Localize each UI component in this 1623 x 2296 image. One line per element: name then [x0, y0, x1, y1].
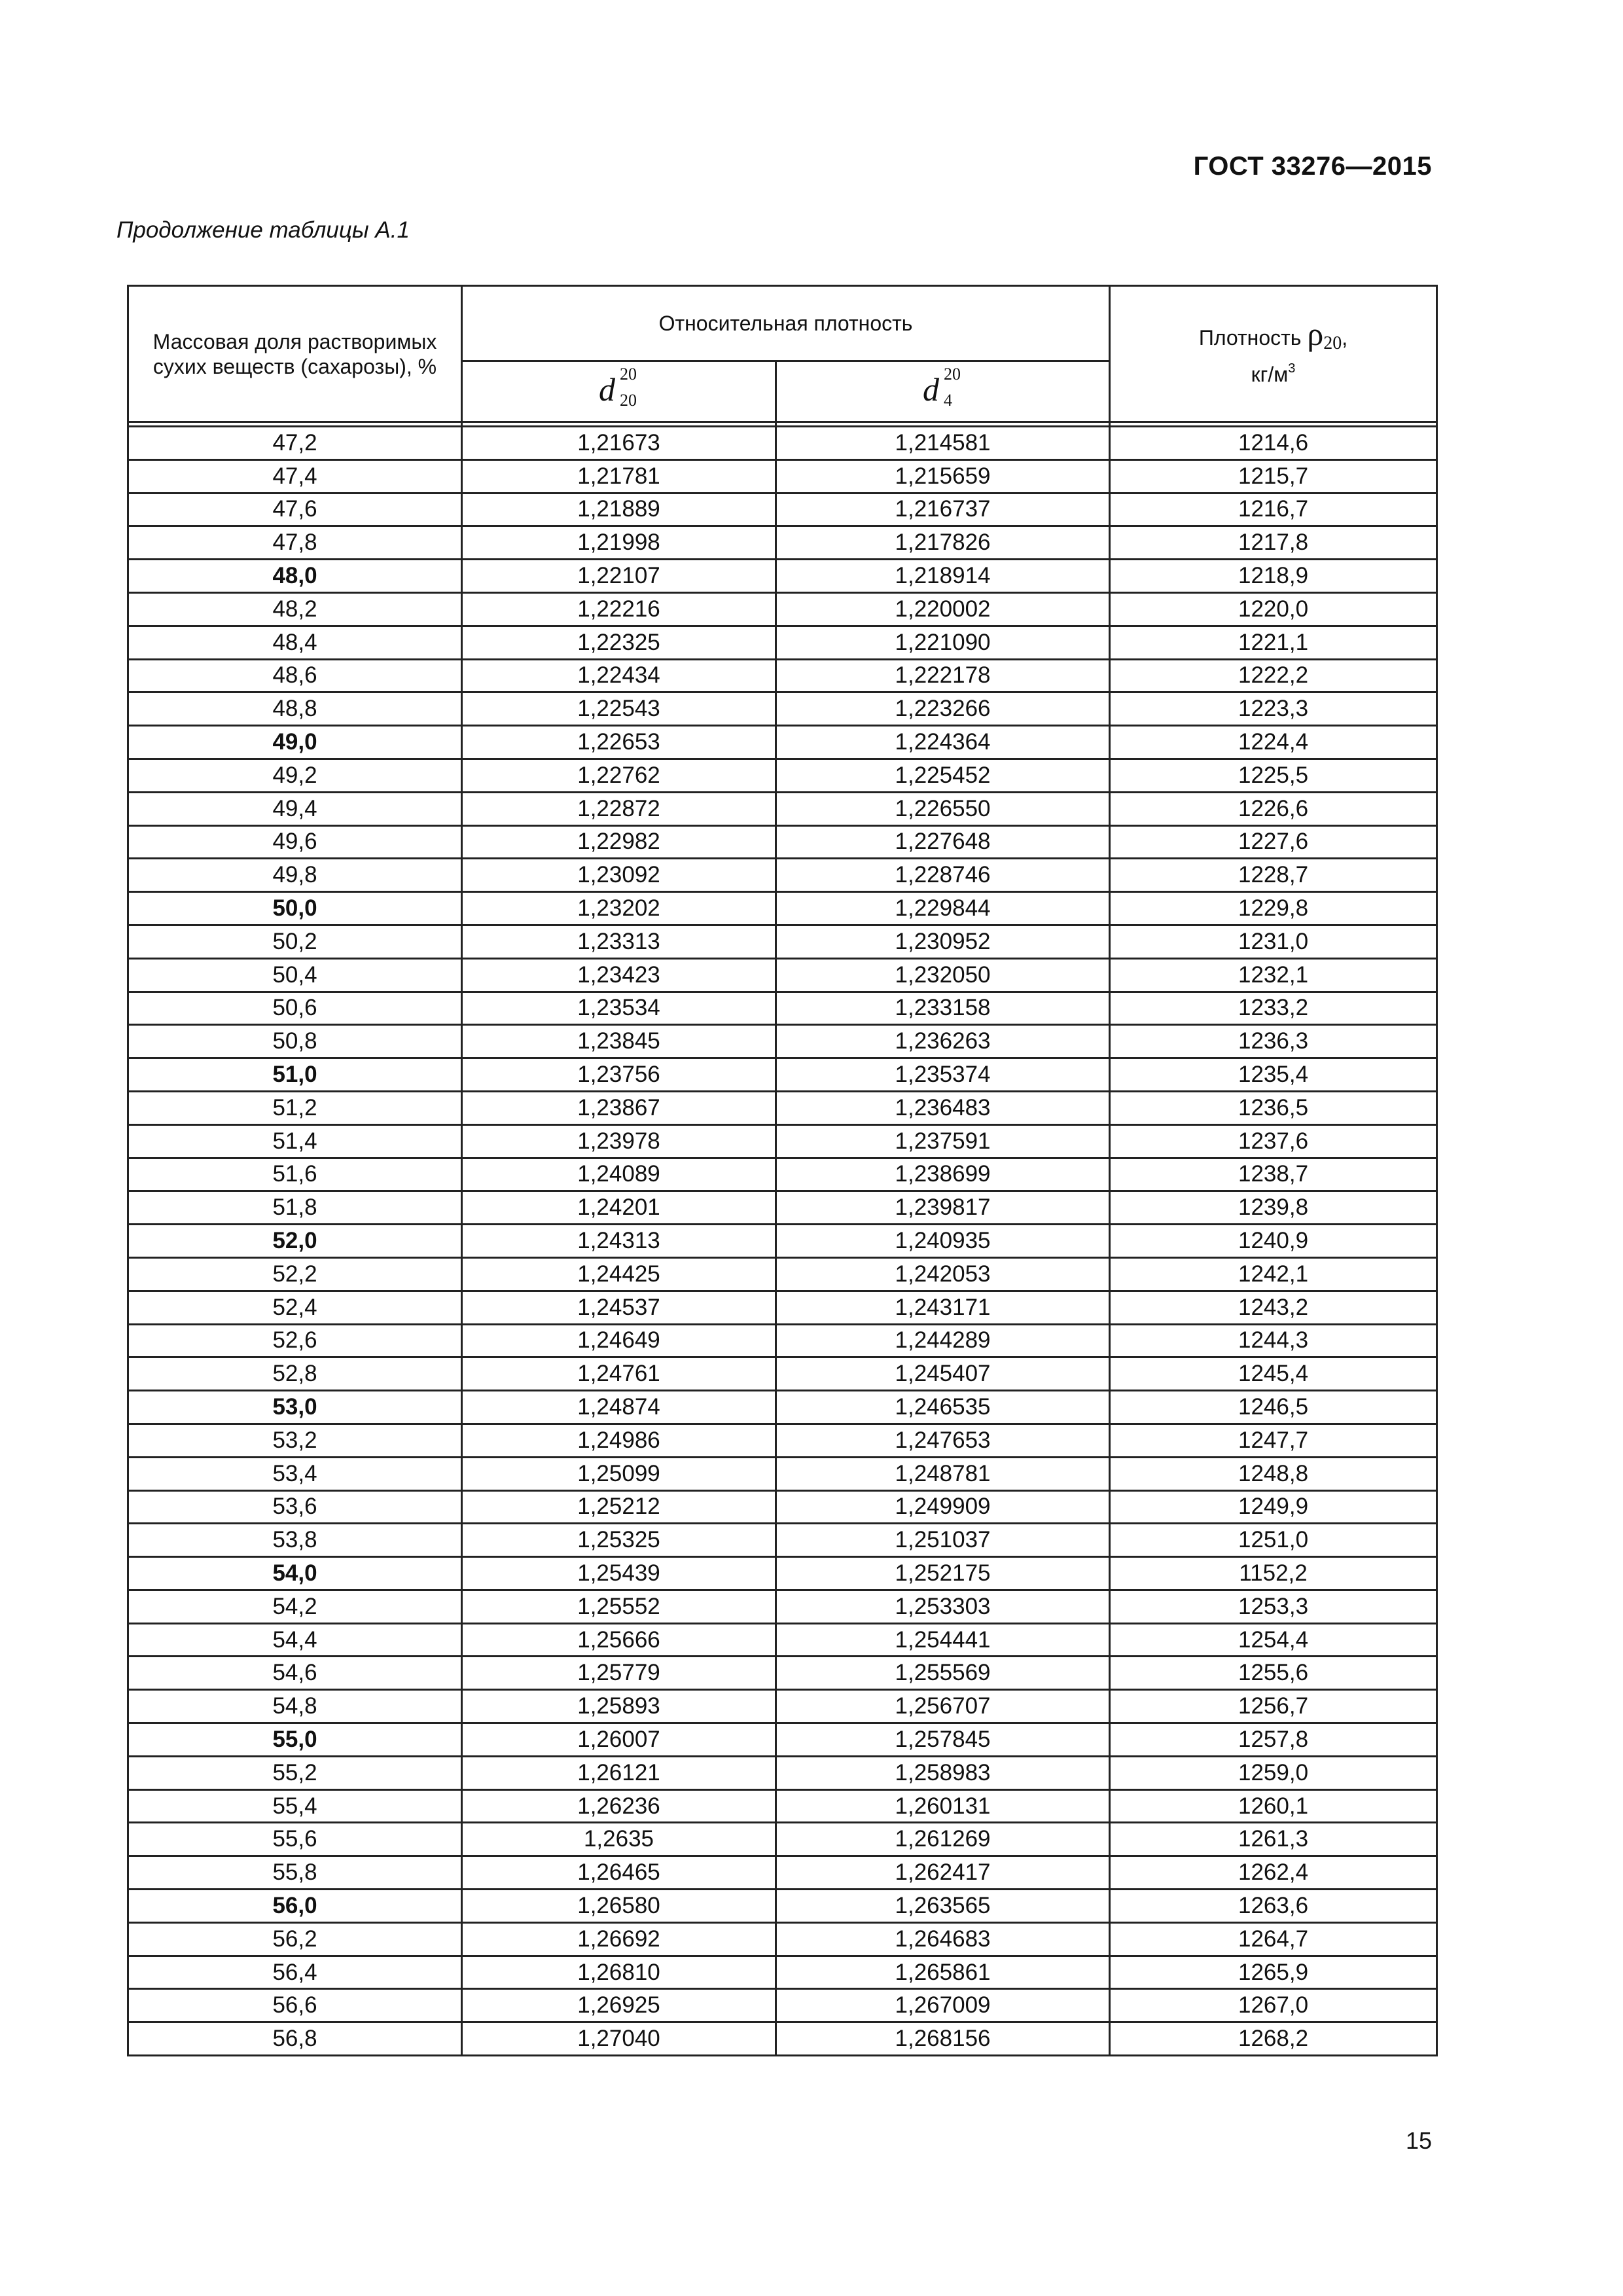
- cell-d20-4: 1,248781: [776, 1457, 1110, 1490]
- cell-mass-fraction: 52,2: [128, 1257, 462, 1291]
- table-row: [128, 1191, 1437, 1225]
- cell-density: 1233,2: [1110, 992, 1437, 1025]
- cell-density: 1260,1: [1110, 1789, 1437, 1823]
- symbol-d20-4-sup: 20: [944, 365, 961, 384]
- cell-d20-20: 1,2635: [462, 1823, 776, 1856]
- cell-mass-fraction: 49,6: [128, 825, 462, 859]
- cell-density: 1226,6: [1110, 792, 1437, 825]
- cell-density: 1246,5: [1110, 1391, 1437, 1424]
- cell-d20-20: 1,25212: [462, 1490, 776, 1524]
- table-row: [128, 1058, 1437, 1092]
- cell-mass-fraction: 51,8: [128, 1191, 462, 1225]
- cell-density: 1214,6: [1110, 427, 1437, 460]
- cell-d20-20: 1,22325: [462, 626, 776, 659]
- cell-density: 1218,9: [1110, 560, 1437, 593]
- document-code: ГОСТ 33276—2015: [1193, 152, 1432, 181]
- header-d20-20: [462, 361, 776, 422]
- table-row: [128, 692, 1437, 726]
- cell-d20-20: 1,22872: [462, 792, 776, 825]
- symbol-d20-20: [599, 365, 639, 410]
- cell-density: 1222,2: [1110, 659, 1437, 692]
- cell-mass-fraction: 55,8: [128, 1856, 462, 1890]
- cell-d20-4: 1,217826: [776, 526, 1110, 560]
- cell-density: 1261,3: [1110, 1823, 1437, 1856]
- cell-d20-4: 1,244289: [776, 1324, 1110, 1357]
- table-row: [128, 1623, 1437, 1657]
- cell-d20-20: 1,24201: [462, 1191, 776, 1225]
- page-number: 15: [1405, 2127, 1432, 2154]
- density-unit-exponent: 3: [1288, 361, 1296, 376]
- cell-d20-4: 1,233158: [776, 992, 1110, 1025]
- cell-density: 1264,7: [1110, 1922, 1437, 1956]
- cell-d20-20: 1,26692: [462, 1922, 776, 1956]
- cell-d20-20: 1,24649: [462, 1324, 776, 1357]
- cell-d20-20: 1,23978: [462, 1124, 776, 1158]
- cell-mass-fraction: 52,0: [128, 1225, 462, 1258]
- cell-mass-fraction: 47,8: [128, 526, 462, 560]
- table-row: [128, 1158, 1437, 1191]
- cell-d20-4: 1,246535: [776, 1391, 1110, 1424]
- header-mass-fraction: [128, 286, 462, 422]
- header-mass-fraction-label: Массовая доля растворимых сухих веществ (сахарозы), %: [152, 329, 437, 378]
- cell-mass-fraction: 49,2: [128, 759, 462, 792]
- cell-d20-4: 1,256707: [776, 1690, 1110, 1723]
- cell-d20-4: 1,254441: [776, 1623, 1110, 1657]
- cell-density: 1249,9: [1110, 1490, 1437, 1524]
- cell-mass-fraction: 53,4: [128, 1457, 462, 1490]
- cell-d20-20: 1,26810: [462, 1956, 776, 1989]
- header-density-line1: [1111, 315, 1436, 356]
- cell-density: 1245,4: [1110, 1357, 1437, 1391]
- cell-d20-20: 1,25666: [462, 1623, 776, 1657]
- cell-d20-20: 1,25552: [462, 1590, 776, 1623]
- table-body: [128, 427, 1437, 2056]
- cell-density: 1255,6: [1110, 1657, 1437, 1690]
- cell-d20-20: 1,26465: [462, 1856, 776, 1890]
- cell-density: 1237,6: [1110, 1124, 1437, 1158]
- cell-d20-20: 1,23202: [462, 892, 776, 925]
- cell-mass-fraction: 55,6: [128, 1823, 462, 1856]
- cell-mass-fraction: 52,4: [128, 1291, 462, 1324]
- cell-mass-fraction: 49,4: [128, 792, 462, 825]
- cell-d20-4: 1,220002: [776, 592, 1110, 626]
- cell-d20-4: 1,261269: [776, 1823, 1110, 1856]
- header-relative-density: Относительная плотность: [462, 286, 1110, 361]
- header-separator: [128, 422, 1437, 427]
- cell-d20-20: 1,22653: [462, 726, 776, 759]
- cell-density: 1217,8: [1110, 526, 1437, 560]
- cell-d20-20: 1,23534: [462, 992, 776, 1025]
- cell-d20-4: 1,214581: [776, 427, 1110, 460]
- cell-mass-fraction: 56,2: [128, 1922, 462, 1956]
- cell-d20-4: 1,249909: [776, 1490, 1110, 1524]
- table-row: [128, 792, 1437, 825]
- cell-density: 1215,7: [1110, 459, 1437, 493]
- table-row: [128, 1457, 1437, 1490]
- cell-density: 1268,2: [1110, 2022, 1437, 2056]
- cell-d20-4: 1,232050: [776, 958, 1110, 992]
- cell-d20-20: 1,21673: [462, 427, 776, 460]
- cell-d20-4: 1,229844: [776, 892, 1110, 925]
- cell-mass-fraction: 51,4: [128, 1124, 462, 1158]
- header-d20-4: [776, 361, 1110, 422]
- table-row: [128, 1690, 1437, 1723]
- cell-mass-fraction: 49,0: [128, 726, 462, 759]
- cell-d20-4: 1,253303: [776, 1590, 1110, 1623]
- cell-density: 1227,6: [1110, 825, 1437, 859]
- cell-d20-20: 1,24761: [462, 1357, 776, 1391]
- table-row: [128, 1922, 1437, 1956]
- cell-mass-fraction: 51,2: [128, 1091, 462, 1124]
- cell-mass-fraction: 53,6: [128, 1490, 462, 1524]
- table-row: [128, 626, 1437, 659]
- cell-density: 1247,7: [1110, 1424, 1437, 1457]
- cell-mass-fraction: 54,2: [128, 1590, 462, 1623]
- cell-density: 1259,0: [1110, 1756, 1437, 1789]
- cell-d20-20: 1,25099: [462, 1457, 776, 1490]
- table-row: [128, 1324, 1437, 1357]
- cell-d20-20: 1,24874: [462, 1391, 776, 1424]
- header-density-comma: ,: [1342, 325, 1348, 350]
- rho-symbol: ρ: [1307, 315, 1324, 352]
- symbol-d20-20-base: d: [599, 371, 615, 408]
- cell-density: 1236,3: [1110, 1025, 1437, 1058]
- table-row: [128, 526, 1437, 560]
- cell-density: 1221,1: [1110, 626, 1437, 659]
- cell-d20-4: 1,221090: [776, 626, 1110, 659]
- cell-mass-fraction: 56,6: [128, 1989, 462, 2022]
- cell-density: 1231,0: [1110, 925, 1437, 958]
- cell-density: 1152,2: [1110, 1557, 1437, 1590]
- cell-mass-fraction: 50,8: [128, 1025, 462, 1058]
- cell-mass-fraction: 50,4: [128, 958, 462, 992]
- cell-mass-fraction: 55,2: [128, 1756, 462, 1789]
- table-row: [128, 459, 1437, 493]
- cell-mass-fraction: 54,4: [128, 1623, 462, 1657]
- cell-d20-20: 1,25325: [462, 1524, 776, 1557]
- cell-d20-4: 1,236483: [776, 1091, 1110, 1124]
- table-row: [128, 1257, 1437, 1291]
- cell-d20-20: 1,25439: [462, 1557, 776, 1590]
- header-density: [1110, 286, 1437, 422]
- cell-d20-20: 1,21998: [462, 526, 776, 560]
- cell-d20-20: 1,22762: [462, 759, 776, 792]
- table-row: [128, 1025, 1437, 1058]
- cell-d20-4: 1,224364: [776, 726, 1110, 759]
- cell-d20-4: 1,235374: [776, 1058, 1110, 1092]
- table-row: [128, 1557, 1437, 1590]
- cell-d20-4: 1,255569: [776, 1657, 1110, 1690]
- cell-mass-fraction: 56,4: [128, 1956, 462, 1989]
- cell-d20-20: 1,26007: [462, 1723, 776, 1757]
- cell-d20-4: 1,222178: [776, 659, 1110, 692]
- cell-mass-fraction: 48,4: [128, 626, 462, 659]
- cell-d20-4: 1,239817: [776, 1191, 1110, 1225]
- cell-density: 1248,8: [1110, 1457, 1437, 1490]
- cell-d20-4: 1,237591: [776, 1124, 1110, 1158]
- cell-d20-4: 1,216737: [776, 493, 1110, 526]
- cell-d20-4: 1,227648: [776, 825, 1110, 859]
- cell-d20-4: 1,258983: [776, 1756, 1110, 1789]
- cell-d20-4: 1,225452: [776, 759, 1110, 792]
- cell-d20-20: 1,22434: [462, 659, 776, 692]
- cell-d20-4: 1,215659: [776, 459, 1110, 493]
- table-row: [128, 1524, 1437, 1557]
- cell-d20-20: 1,22107: [462, 560, 776, 593]
- cell-d20-4: 1,263565: [776, 1890, 1110, 1923]
- cell-d20-20: 1,24313: [462, 1225, 776, 1258]
- cell-d20-4: 1,264683: [776, 1922, 1110, 1956]
- cell-density: 1240,9: [1110, 1225, 1437, 1258]
- table-row: [128, 1823, 1437, 1856]
- cell-density: 1236,5: [1110, 1091, 1437, 1124]
- cell-d20-20: 1,22543: [462, 692, 776, 726]
- cell-density: 1239,8: [1110, 1191, 1437, 1225]
- table-row: [128, 1225, 1437, 1258]
- table-row: [128, 958, 1437, 992]
- table-row: [128, 493, 1437, 526]
- table-row: [128, 1956, 1437, 1989]
- cell-d20-20: 1,24537: [462, 1291, 776, 1324]
- cell-density: 1238,7: [1110, 1158, 1437, 1191]
- table-row: [128, 1091, 1437, 1124]
- cell-mass-fraction: 54,0: [128, 1557, 462, 1590]
- cell-d20-20: 1,23845: [462, 1025, 776, 1058]
- cell-d20-20: 1,23756: [462, 1058, 776, 1092]
- cell-d20-20: 1,23092: [462, 859, 776, 892]
- cell-d20-4: 1,242053: [776, 1257, 1110, 1291]
- cell-d20-20: 1,26925: [462, 1989, 776, 2022]
- cell-mass-fraction: 51,6: [128, 1158, 462, 1191]
- density-table: [127, 285, 1438, 2056]
- cell-mass-fraction: 51,0: [128, 1058, 462, 1092]
- cell-mass-fraction: 47,2: [128, 427, 462, 460]
- table-row: [128, 560, 1437, 593]
- cell-mass-fraction: 53,2: [128, 1424, 462, 1457]
- cell-density: 1256,7: [1110, 1690, 1437, 1723]
- cell-d20-4: 1,252175: [776, 1557, 1110, 1590]
- cell-d20-20: 1,24089: [462, 1158, 776, 1191]
- cell-mass-fraction: 50,2: [128, 925, 462, 958]
- rho-subscript: 20: [1323, 332, 1342, 353]
- cell-d20-20: 1,25893: [462, 1690, 776, 1723]
- symbol-d20-4: [923, 365, 963, 410]
- cell-d20-20: 1,21781: [462, 459, 776, 493]
- cell-d20-4: 1,236263: [776, 1025, 1110, 1058]
- cell-mass-fraction: 52,8: [128, 1357, 462, 1391]
- cell-d20-20: 1,23867: [462, 1091, 776, 1124]
- cell-mass-fraction: 50,0: [128, 892, 462, 925]
- header-density-label: Плотность: [1198, 325, 1302, 350]
- cell-mass-fraction: 48,8: [128, 692, 462, 726]
- cell-density: 1220,0: [1110, 592, 1437, 626]
- cell-density: 1235,4: [1110, 1058, 1437, 1092]
- table-row: [128, 1357, 1437, 1391]
- cell-mass-fraction: 53,8: [128, 1524, 462, 1557]
- cell-d20-4: 1,226550: [776, 792, 1110, 825]
- cell-d20-20: 1,23313: [462, 925, 776, 958]
- table-caption: Продолжение таблицы А.1: [116, 217, 410, 243]
- cell-mass-fraction: 50,6: [128, 992, 462, 1025]
- cell-d20-20: 1,26236: [462, 1789, 776, 1823]
- cell-density: 1243,2: [1110, 1291, 1437, 1324]
- table-row: [128, 825, 1437, 859]
- symbol-d20-20-sup: 20: [620, 365, 637, 384]
- cell-density: 1225,5: [1110, 759, 1437, 792]
- table-row: [128, 759, 1437, 792]
- cell-d20-20: 1,21889: [462, 493, 776, 526]
- table-row: [128, 659, 1437, 692]
- cell-density: 1242,1: [1110, 1257, 1437, 1291]
- table-row: [128, 1989, 1437, 2022]
- table-row: [128, 1756, 1437, 1789]
- cell-d20-4: 1,268156: [776, 2022, 1110, 2056]
- table-row: [128, 892, 1437, 925]
- cell-d20-4: 1,238699: [776, 1158, 1110, 1191]
- table-row: [128, 726, 1437, 759]
- cell-density: 1223,3: [1110, 692, 1437, 726]
- cell-density: 1216,7: [1110, 493, 1437, 526]
- cell-mass-fraction: 49,8: [128, 859, 462, 892]
- table-row: [128, 1723, 1437, 1757]
- cell-density: 1253,3: [1110, 1590, 1437, 1623]
- cell-d20-4: 1,245407: [776, 1357, 1110, 1391]
- table-row: [128, 1124, 1437, 1158]
- cell-d20-20: 1,22982: [462, 825, 776, 859]
- table-row: [128, 1856, 1437, 1890]
- cell-density: 1263,6: [1110, 1890, 1437, 1923]
- cell-d20-4: 1,228746: [776, 859, 1110, 892]
- table-row: [128, 1391, 1437, 1424]
- cell-d20-20: 1,24425: [462, 1257, 776, 1291]
- table-row: [128, 592, 1437, 626]
- cell-density: 1251,0: [1110, 1524, 1437, 1557]
- cell-d20-20: 1,25779: [462, 1657, 776, 1690]
- cell-mass-fraction: 48,0: [128, 560, 462, 593]
- cell-density: 1257,8: [1110, 1723, 1437, 1757]
- table-row: [128, 427, 1437, 460]
- cell-d20-4: 1,240935: [776, 1225, 1110, 1258]
- table-row: [128, 1291, 1437, 1324]
- cell-d20-20: 1,24986: [462, 1424, 776, 1457]
- table-row: [128, 1890, 1437, 1923]
- cell-density: 1232,1: [1110, 958, 1437, 992]
- cell-density: 1265,9: [1110, 1956, 1437, 1989]
- table-row: [128, 859, 1437, 892]
- table-row: [128, 992, 1437, 1025]
- cell-d20-20: 1,22216: [462, 592, 776, 626]
- cell-d20-4: 1,251037: [776, 1524, 1110, 1557]
- header-density-unit: [1111, 356, 1436, 387]
- cell-mass-fraction: 54,6: [128, 1657, 462, 1690]
- cell-mass-fraction: 53,0: [128, 1391, 462, 1424]
- cell-density: 1254,4: [1110, 1623, 1437, 1657]
- cell-mass-fraction: 47,6: [128, 493, 462, 526]
- cell-d20-4: 1,265861: [776, 1956, 1110, 1989]
- table-row: [128, 1657, 1437, 1690]
- table-row: [128, 1424, 1437, 1457]
- table-row: [128, 1789, 1437, 1823]
- cell-d20-4: 1,223266: [776, 692, 1110, 726]
- cell-mass-fraction: 56,8: [128, 2022, 462, 2056]
- cell-density: 1224,4: [1110, 726, 1437, 759]
- cell-d20-20: 1,23423: [462, 958, 776, 992]
- cell-d20-4: 1,262417: [776, 1856, 1110, 1890]
- symbol-d20-4-sub: 4: [944, 391, 952, 410]
- cell-mass-fraction: 55,4: [128, 1789, 462, 1823]
- cell-d20-4: 1,267009: [776, 1989, 1110, 2022]
- cell-density: 1262,4: [1110, 1856, 1437, 1890]
- cell-mass-fraction: 56,0: [128, 1890, 462, 1923]
- cell-density: 1229,8: [1110, 892, 1437, 925]
- cell-density: 1244,3: [1110, 1324, 1437, 1357]
- symbol-d20-4-base: d: [923, 371, 939, 408]
- cell-mass-fraction: 55,0: [128, 1723, 462, 1757]
- cell-d20-4: 1,260131: [776, 1789, 1110, 1823]
- table-row: [128, 1490, 1437, 1524]
- cell-d20-4: 1,230952: [776, 925, 1110, 958]
- cell-d20-20: 1,27040: [462, 2022, 776, 2056]
- table-row: [128, 925, 1437, 958]
- cell-d20-20: 1,26580: [462, 1890, 776, 1923]
- cell-d20-4: 1,247653: [776, 1424, 1110, 1457]
- table-row: [128, 2022, 1437, 2056]
- cell-mass-fraction: 47,4: [128, 459, 462, 493]
- cell-density: 1228,7: [1110, 859, 1437, 892]
- cell-mass-fraction: 48,6: [128, 659, 462, 692]
- cell-d20-4: 1,257845: [776, 1723, 1110, 1757]
- symbol-d20-20-sub: 20: [620, 391, 637, 410]
- cell-d20-20: 1,26121: [462, 1756, 776, 1789]
- density-unit: кг/м: [1251, 362, 1289, 386]
- cell-mass-fraction: 52,6: [128, 1324, 462, 1357]
- cell-d20-4: 1,218914: [776, 560, 1110, 593]
- cell-d20-4: 1,243171: [776, 1291, 1110, 1324]
- table-row: [128, 1590, 1437, 1623]
- cell-density: 1267,0: [1110, 1989, 1437, 2022]
- cell-mass-fraction: 48,2: [128, 592, 462, 626]
- cell-mass-fraction: 54,8: [128, 1690, 462, 1723]
